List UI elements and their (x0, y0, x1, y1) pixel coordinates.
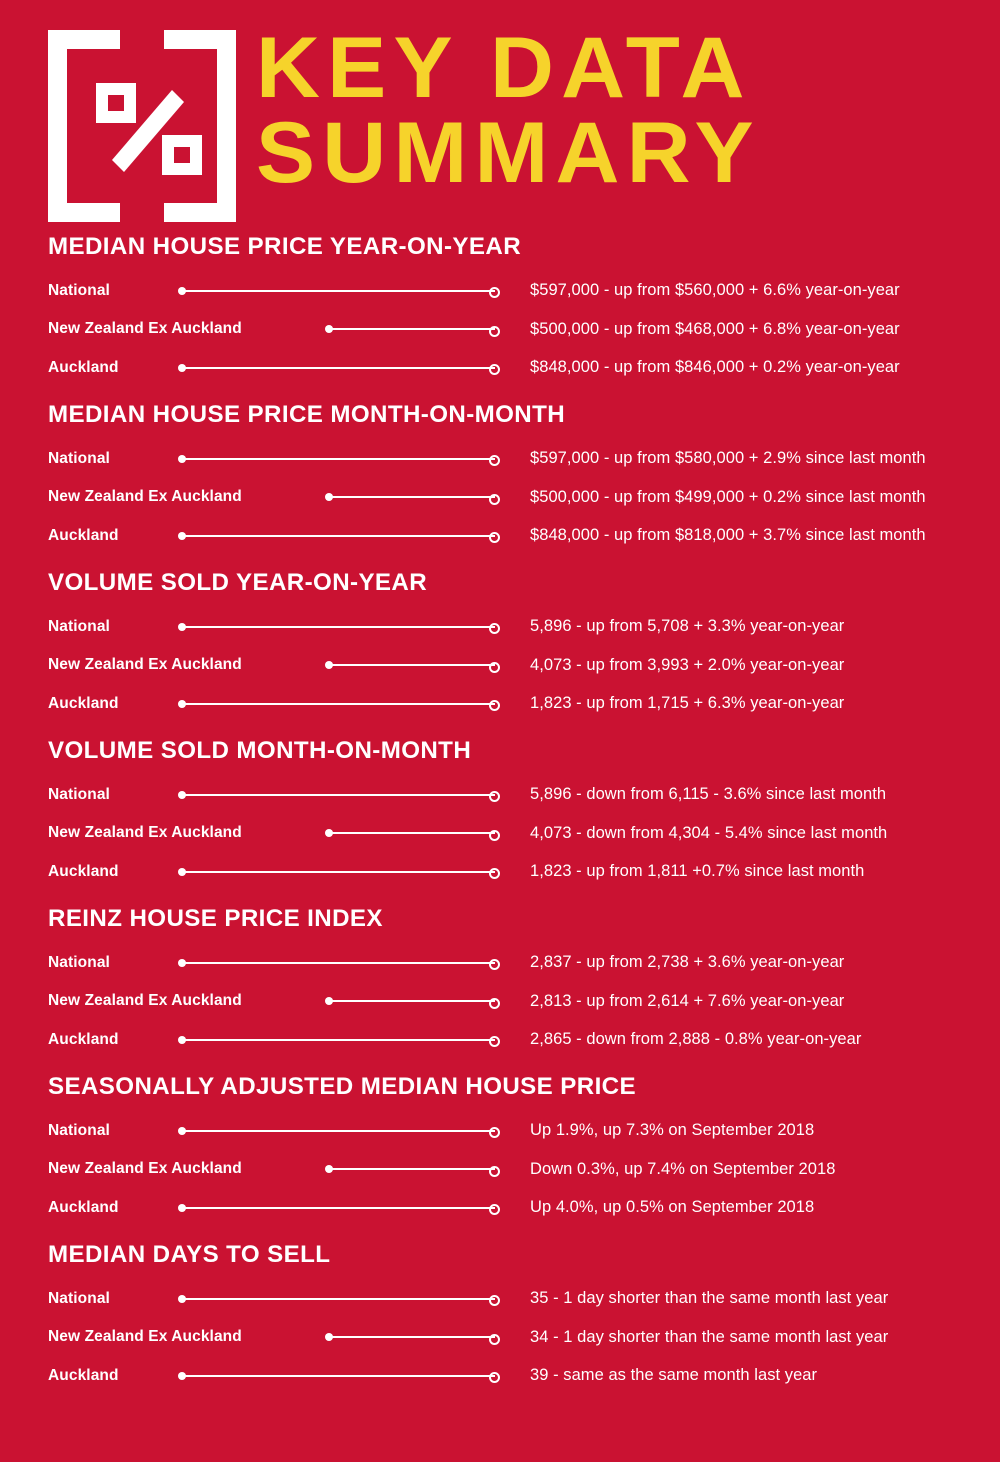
connector-line (325, 659, 500, 671)
row-label: National (48, 617, 110, 635)
row-value: 2,837 - up from 2,738 + 3.6% year-on-year (530, 953, 845, 972)
row-label: National (48, 953, 110, 971)
row-value: $597,000 - up from $580,000 + 2.9% since last month (530, 449, 926, 468)
row-label: National (48, 785, 110, 803)
data-row (48, 440, 1000, 479)
connector-end-ring-icon (489, 287, 500, 298)
row-label: Auckland (48, 526, 119, 544)
data-section (48, 571, 1000, 723)
row-value: 5,896 - up from 5,708 + 3.3% year-on-year (530, 617, 845, 636)
connector-bar (329, 1336, 495, 1338)
section-title: MEDIAN HOUSE PRICE MONTH-ON-MONTH (48, 401, 566, 428)
data-row (48, 517, 1000, 556)
row-value: 4,073 - down from 4,304 - 5.4% since last month (530, 823, 888, 842)
row-value: Up 4.0%, up 0.5% on September 2018 (530, 1198, 815, 1217)
connector-line (178, 1293, 500, 1305)
data-row (48, 814, 1000, 853)
page-title-line-2: SUMMARY (256, 105, 761, 202)
row-label: Auckland (48, 358, 119, 376)
row-value: $500,000 - up from $499,000 + 0.2% since last month (530, 487, 926, 506)
row-value: Down 0.3%, up 7.4% on September 2018 (530, 1159, 836, 1178)
data-row (48, 853, 1000, 892)
connector-bar (182, 871, 495, 873)
connector-end-ring-icon (489, 868, 500, 879)
section-title: SEASONALLY ADJUSTED MEDIAN HOUSE PRICE (48, 1073, 636, 1100)
row-label: Auckland (48, 1030, 119, 1048)
section-title: VOLUME SOLD MONTH-ON-MONTH (48, 737, 472, 764)
row-label: National (48, 281, 110, 299)
row-label: New Zealand Ex Auckland (48, 656, 242, 674)
row-value: 1,823 - up from 1,715 + 6.3% year-on-year (530, 694, 845, 713)
row-value: 1,823 - up from 1,811 +0.7% since last month (530, 862, 865, 881)
row-label: National (48, 1121, 110, 1139)
connector-bar (182, 367, 495, 369)
connector-bar (182, 1375, 495, 1377)
data-row (48, 608, 1000, 647)
connector-line (178, 1125, 500, 1137)
row-value: 2,813 - up from 2,614 + 7.6% year-on-year (530, 991, 845, 1010)
connector-line (325, 1331, 500, 1343)
data-section (48, 1243, 1000, 1395)
data-row (48, 776, 1000, 815)
connector-line (178, 1034, 500, 1046)
connector-bar (329, 328, 495, 330)
page-header (0, 0, 1000, 235)
data-row (48, 349, 1000, 388)
data-section (48, 739, 1000, 891)
page-title-line-1: KEY DATA (256, 20, 752, 116)
connector-bar (182, 1130, 495, 1132)
connector-line (178, 957, 500, 969)
connector-end-ring-icon (489, 1334, 500, 1345)
row-value: 39 - same as the same month last year (530, 1366, 818, 1385)
row-label: Auckland (48, 862, 119, 880)
connector-end-ring-icon (489, 662, 500, 673)
row-label: New Zealand Ex Auckland (48, 824, 242, 842)
connector-end-ring-icon (489, 1166, 500, 1177)
connector-end-ring-icon (489, 1036, 500, 1047)
row-label: Auckland (48, 694, 119, 712)
connector-end-ring-icon (489, 455, 500, 466)
connector-line (178, 1370, 500, 1382)
connector-end-ring-icon (489, 1372, 500, 1383)
row-value: 4,073 - up from 3,993 + 2.0% year-on-year (530, 655, 845, 674)
connector-line (178, 362, 500, 374)
connector-end-ring-icon (489, 364, 500, 375)
row-label: National (48, 1289, 110, 1307)
data-row (48, 1357, 1000, 1396)
row-value: $848,000 - up from $846,000 + 0.2% year-on-year (530, 358, 900, 377)
connector-end-ring-icon (489, 532, 500, 543)
data-row (48, 1318, 1000, 1357)
connector-end-ring-icon (489, 623, 500, 634)
row-label: New Zealand Ex Auckland (48, 1160, 242, 1178)
connector-bar (182, 458, 495, 460)
data-row (48, 478, 1000, 517)
connector-bar (182, 290, 495, 292)
connector-bar (182, 1298, 495, 1300)
connector-end-ring-icon (489, 1204, 500, 1215)
data-row (48, 944, 1000, 983)
connector-line (178, 453, 500, 465)
data-row (48, 1021, 1000, 1060)
row-label: Auckland (48, 1198, 119, 1216)
connector-bar (182, 962, 495, 964)
connector-bar (329, 1000, 495, 1002)
connector-line (178, 1202, 500, 1214)
section-title: MEDIAN HOUSE PRICE YEAR-ON-YEAR (48, 233, 522, 260)
connector-bar (329, 664, 495, 666)
row-value: 35 - 1 day shorter than the same month last year (530, 1289, 889, 1308)
connector-end-ring-icon (489, 830, 500, 841)
data-row (48, 982, 1000, 1021)
row-value: $848,000 - up from $818,000 + 3.7% since last month (530, 526, 926, 545)
connector-end-ring-icon (489, 700, 500, 711)
data-section (48, 1075, 1000, 1227)
connector-bar (329, 496, 495, 498)
data-row (48, 646, 1000, 685)
row-value: 5,896 - down from 6,115 - 3.6% since last month (530, 785, 887, 804)
row-label: New Zealand Ex Auckland (48, 320, 242, 338)
data-row (48, 310, 1000, 349)
connector-bar (182, 1207, 495, 1209)
connector-line (178, 530, 500, 542)
connector-bar (182, 1039, 495, 1041)
row-value: 34 - 1 day shorter than the same month last year (530, 1327, 889, 1346)
connector-line (325, 323, 500, 335)
connector-bar (182, 794, 495, 796)
connector-end-ring-icon (489, 326, 500, 337)
connector-line (178, 866, 500, 878)
row-value: $500,000 - up from $468,000 + 6.8% year-on-year (530, 319, 900, 338)
connector-end-ring-icon (489, 998, 500, 1009)
connector-end-ring-icon (489, 494, 500, 505)
connector-end-ring-icon (489, 959, 500, 970)
connector-line (178, 789, 500, 801)
connector-end-ring-icon (489, 1295, 500, 1306)
sections-container (0, 235, 1000, 1395)
connector-line (325, 827, 500, 839)
row-value: 2,865 - down from 2,888 - 0.8% year-on-year (530, 1030, 862, 1049)
data-section (48, 907, 1000, 1059)
section-title: MEDIAN DAYS TO SELL (48, 1241, 331, 1268)
data-section (48, 235, 1000, 387)
section-title: REINZ HOUSE PRICE INDEX (48, 905, 383, 932)
section-title: VOLUME SOLD YEAR-ON-YEAR (48, 569, 428, 596)
row-label: Auckland (48, 1366, 119, 1384)
connector-bar (182, 626, 495, 628)
connector-line (325, 491, 500, 503)
row-label: New Zealand Ex Auckland (48, 488, 242, 506)
connector-bar (182, 535, 495, 537)
connector-line (178, 621, 500, 633)
data-row (48, 272, 1000, 311)
row-label: New Zealand Ex Auckland (48, 992, 242, 1010)
title-block (256, 20, 761, 202)
connector-line (178, 698, 500, 710)
connector-bar (329, 832, 495, 834)
data-section (48, 403, 1000, 555)
row-value: Up 1.9%, up 7.3% on September 2018 (530, 1121, 815, 1140)
connector-end-ring-icon (489, 791, 500, 802)
connector-bar (182, 703, 495, 705)
connector-end-ring-icon (489, 1127, 500, 1138)
data-row (48, 1112, 1000, 1151)
percent-bracket-logo-icon (48, 30, 236, 222)
connector-line (325, 995, 500, 1007)
row-value: $597,000 - up from $560,000 + 6.6% year-on-year (530, 281, 900, 300)
connector-line (178, 285, 500, 297)
data-row (48, 1189, 1000, 1228)
data-row (48, 1280, 1000, 1319)
connector-line (325, 1163, 500, 1175)
data-row (48, 685, 1000, 724)
data-row (48, 1150, 1000, 1189)
connector-bar (329, 1168, 495, 1170)
row-label: New Zealand Ex Auckland (48, 1328, 242, 1346)
row-label: National (48, 449, 110, 467)
